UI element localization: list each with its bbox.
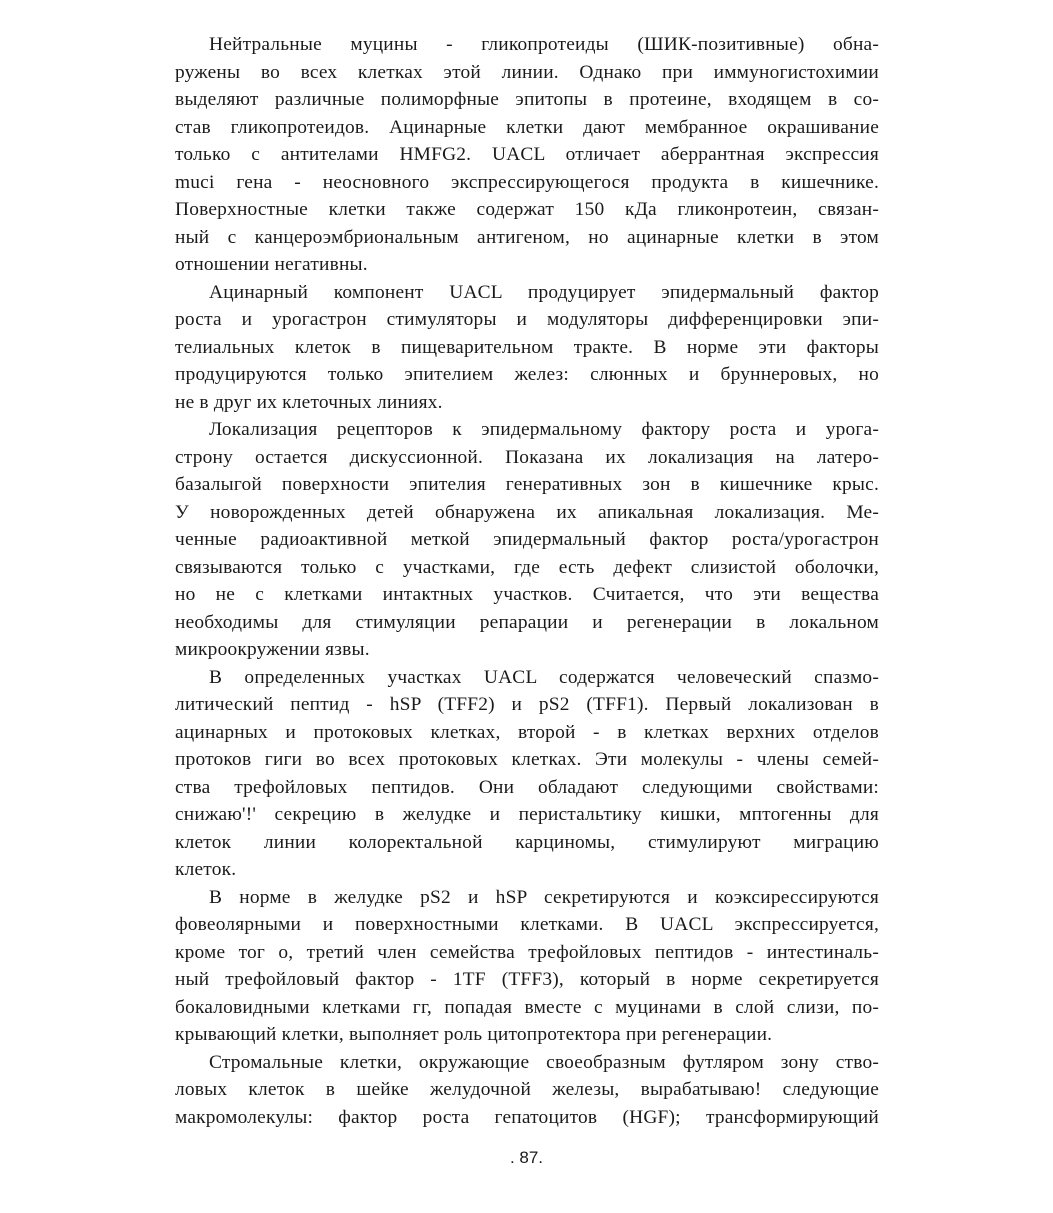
text-line: ловых клеток в шейке желудочной железы, вырабатываю! следующие [175,1079,879,1100]
text-line: продуцируются только эпителием желез: слюнных и бруннеровых, но [175,364,879,385]
text-line: ацинарных и протоковых клетках, второй - в клетках верхних отделов [175,721,879,743]
text-line: кроме тог о, третий член семейства трефойловых пептидов - интестиналь- [175,941,879,963]
text-line: но не с клетками интактных участков. Считается, что эти вещества [175,584,879,605]
paragraph-neutral-mucins [175,31,879,279]
text-line: связываются только с участками, где есть дефект слизистой оболочки, [175,556,879,578]
text-line: снижаю'!' секрецию в желудке и перистальтику кишки, мптогенны для [175,804,879,825]
text-line: литический пептид - hSP (TFF2) и pS2 (TFF1). Первый локализован в [175,694,879,715]
text-line: бокаловидными клетками гг, попадая вместе с муцинами в слой слизи, по- [175,996,879,1018]
text-line: только с антителами HMFG2. UACL отличает аберрантная экспрессия [175,144,879,165]
paragraph-stromal-cells [175,1049,879,1132]
text-line: отношении негативны. [175,254,368,275]
text-line: протоков гиги во всех протоковых клетках. Эти молекулы - члены семей- [175,749,879,770]
paragraph-spasmolytic-peptide [175,664,879,884]
text-line: Ацинарный компонент UACL продуцирует эпидермальный фактор [209,281,879,303]
paragraph-receptor-localization [175,416,879,664]
text-line: ный трефойловый фактор - 1TF (TFF3), который в норме секретируется [175,969,879,990]
text-line: клеток. [175,859,237,880]
text-line: став гликопротеидов. Ацинарные клетки дают мембранное окрашивание [175,116,879,138]
text-line: телиальных клеток в пищеварительном тракте. В норме эти факторы [175,336,879,358]
text-line: строну остается дискуссионной. Показана их локализация на латеро- [175,446,879,468]
text-line: Стромальные клетки, окружающие своеобразным футляром зону ство- [209,1051,879,1073]
text-line: базалыгой поверхности эпителия генеративных зон в кишечнике крыс. [175,474,879,495]
text-line: В определенных участках UACL содержатся человеческий спазмо- [209,666,879,688]
text-line: muci гена - неосновного экспрессирующегося продукта в кишечнике. [175,171,879,193]
text-line: Поверхностные клетки также содержат 150 кДа гликонротеин, связан- [175,199,879,220]
text-line: ченные радиоактивной меткой эпидермальный фактор роста/урогастрон [175,529,879,550]
text-line: не в друг их клеточных линиях. [175,391,443,413]
text-line: Нейтральные муцины - гликопротеиды (ШИК-позитивные) обна- [209,34,879,55]
text-line: клеток линии колоректальной карциномы, стимулируют миграцию [175,831,879,853]
body-text [175,31,879,1131]
text-line: выделяют различные полиморфные эпитопы в протеине, входящем в со- [175,89,879,110]
paragraph-acinar-component [175,279,879,417]
text-line: необходимы для стимуляции репарации и регенерации в локальном [175,611,879,633]
text-line: Локализация рецепторов к эпидермальному фактору роста и урога- [209,419,879,440]
page-number: . 87. [509,1148,544,1167]
text-line: В норме в желудке pS2 и hSP секретируются и коэксиресcируются [209,886,879,908]
paragraph-trefoil-secretion [175,884,879,1049]
text-line: крывающий клетки, выполняет роль цитопротектора при регенерации. [175,1024,773,1045]
text-line: ружены во всех клетках этой линии. Однако при иммуногистохимии [175,61,879,83]
text-line: ства трефойловых пептидов. Они обладают следующими свойствами: [175,776,879,798]
text-line: макромолекулы: фактор роста гепатоцитов (HGF); трансформирующий [175,1106,879,1128]
text-line: фовеолярными и поверхностными клетками. В UACL экспрессируется, [175,914,879,935]
text-line: У новорожденных детей обнаружена их апикальная локализация. Ме- [175,501,879,523]
text-line: микроокружении язвы. [175,639,370,660]
text-line: роста и урогастрон стимуляторы и модуляторы дифференцировки эпи- [175,309,879,330]
text-line: ный с канцероэмбриональным антигеном, но ацинарные клетки в этом [175,226,879,248]
